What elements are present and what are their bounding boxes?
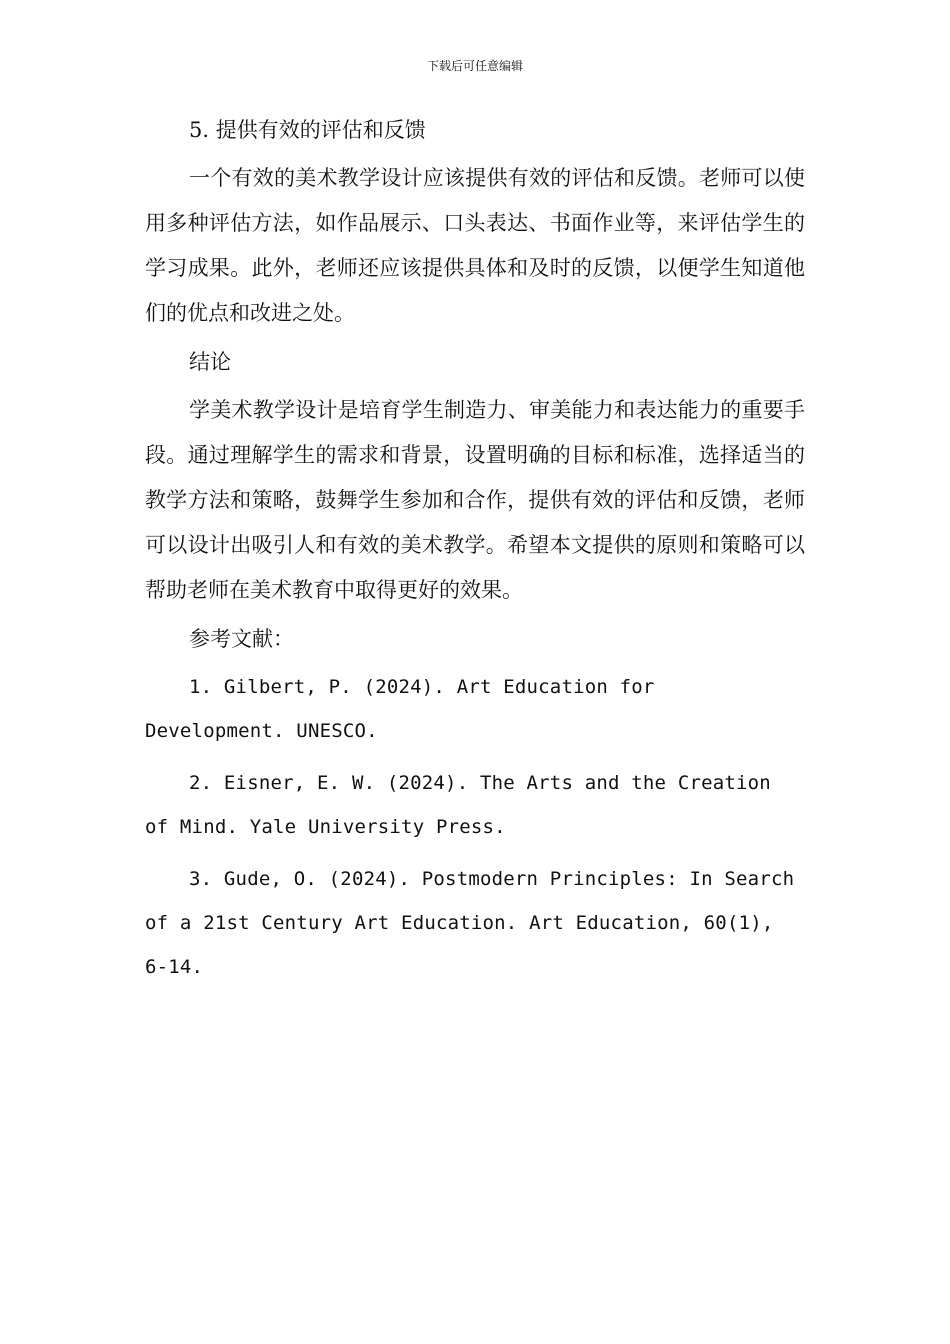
references-heading: 参考文献：: [189, 627, 294, 651]
reference-item-2: 2. Eisner, E. W. (2024). The Arts and the Creation of Mind. Yale University Press.: [145, 772, 771, 838]
reference-item-1: 1. Gilbert, P. (2024). Art Education for Development. UNESCO.: [145, 676, 655, 742]
page-header: 下载后可任意编辑: [426, 59, 523, 73]
reference-item-3: 3. Gude, O. (2024). Postmodern Principles: In Search of a 21st Century Art Education. Art Education, 60(1), 6-14.: [145, 868, 795, 978]
section-5-paragraph: 一个有效的美术教学设计应该提供有效的评估和反馈。老师可以使用多种评估方法，如作品展示、口头表达、书面作业等，来评估学生的学习成果。此外，老师还应该提供具体和及时的反馈，以便学生知道他们的优点和改进之处。: [145, 166, 805, 325]
conclusion-paragraph: 学美术教学设计是培育学生制造力、审美能力和表达能力的重要手段。通过理解学生的需求和背景，设置明确的目标和标准，选择适当的教学方法和策略，鼓舞学生参加和合作，提供有效的评估和反馈，老师可以设计出吸引人和有效的美术教学。希望本文提供的原则和策略可以帮助老师在美术教育中取得更好的效果。: [145, 398, 805, 602]
document-body: [145, 110, 805, 997]
conclusion-heading: 结论: [189, 350, 231, 374]
section-5-heading: 5. 提供有效的评估和反馈: [189, 118, 426, 142]
